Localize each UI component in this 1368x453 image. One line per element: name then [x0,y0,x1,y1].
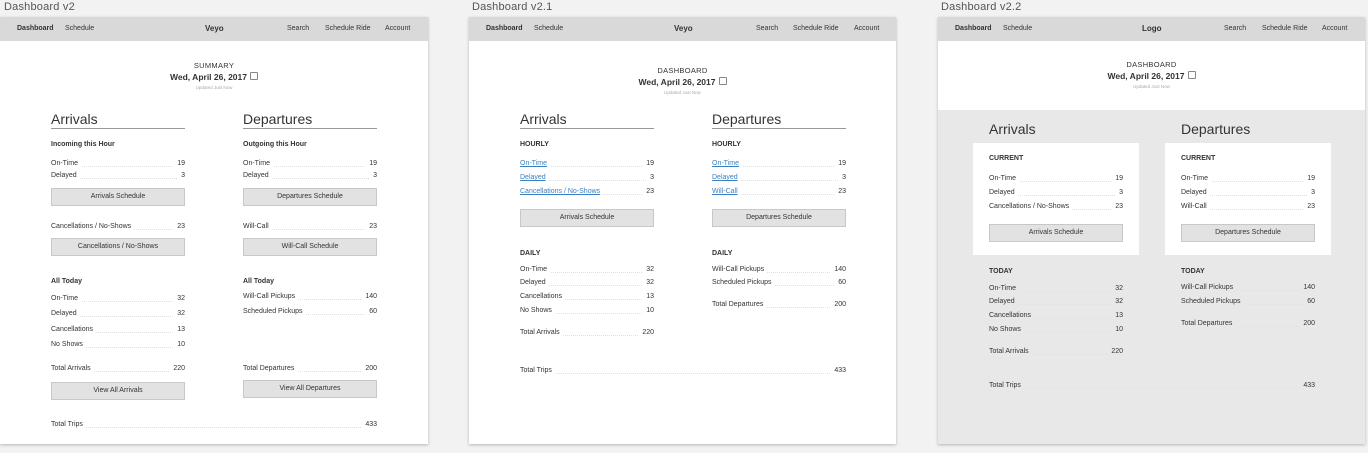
departures-schedule-button[interactable]: Departures Schedule [712,209,846,227]
departures-heading: Departures [712,111,782,127]
stat-row: Will-Call 23 [1181,203,1315,213]
nav-dashboard-link[interactable]: Dashboard [955,25,992,32]
view-all-arrivals-button[interactable]: View All Arrivals [51,382,185,400]
departures-schedule-button[interactable]: Departures Schedule [1181,224,1315,242]
stat-row: No Shows 10 [989,326,1123,336]
stat-row: No Shows 10 [51,341,185,351]
stat-row: Scheduled Pickups 60 [712,279,846,289]
stat-row: Cancellations 13 [989,312,1123,322]
nav-dashboard-link[interactable]: Dashboard [17,25,54,32]
divider [712,128,846,129]
departures-schedule-button[interactable]: Departures Schedule [243,188,377,206]
stat-row: No Shows 10 [520,307,654,317]
nav-bar [938,17,1365,41]
stat-row: On-Time 19 [243,160,377,170]
nav-search-link[interactable]: Search [1224,25,1247,32]
updated-label: Updated Just Now [1133,84,1170,89]
total-trips-row: Total Trips 433 [989,382,1315,392]
section-subheading: All Today [243,278,274,285]
stat-row: On-Time 32 [520,266,654,276]
arrivals-schedule-button[interactable]: Arrivals Schedule [520,209,654,227]
view-all-departures-button[interactable]: View All Departures [243,380,377,398]
artboard-label-v2: Dashboard v2 [4,1,75,13]
nav-bar [0,17,428,41]
total-arrivals-row: Total Arrivals 220 [51,365,185,375]
page-header [0,61,428,90]
nav-schedule-ride-link[interactable]: Schedule Ride [325,25,371,32]
calendar-icon[interactable] [1188,71,1196,79]
updated-label: Updated Just Now [195,85,233,90]
divider [243,128,377,129]
stat-row: Delayed 32 [989,298,1123,308]
stat-row: Delayed 3 [712,174,846,184]
section-subheading: DAILY [520,250,541,257]
nav-schedule-ride-link[interactable]: Schedule Ride [793,25,839,32]
nav-search-link[interactable]: Search [756,25,779,32]
stat-row: Delayed 3 [989,189,1123,199]
stat-row: Cancellations / No-Shows 23 [520,188,654,198]
stat-row: Cancellations / No-Shows 23 [51,223,185,233]
section-subheading: CURRENT [1181,155,1216,162]
section-subheading: Incoming this Hour [51,141,115,148]
stat-row: Will-Call Pickups 140 [1181,284,1315,294]
nav-dashboard-link[interactable]: Dashboard [486,25,523,32]
stat-row: Delayed 3 [1181,189,1315,199]
calendar-icon[interactable] [719,77,727,85]
section-subheading: CURRENT [989,155,1024,162]
page-header [469,66,896,95]
arrivals-heading: Arrivals [989,121,1036,137]
nav-schedule-link[interactable]: Schedule [65,25,95,32]
artboard-dashboard-v2 [0,17,428,444]
calendar-icon[interactable] [250,72,258,80]
arrivals-heading: Arrivals [520,111,567,127]
section-subheading: HOURLY [712,141,741,148]
stat-row: On-Time 19 [1181,175,1315,185]
artboard-dashboard-v2-1 [469,17,896,444]
nav-account-link[interactable]: Account [385,25,411,32]
page-header [938,60,1365,89]
stat-row: Will-Call 23 [712,188,846,198]
stat-row: Delayed 32 [51,310,185,320]
stat-row: Will-Call Pickups 140 [712,266,846,276]
section-subheading: Outgoing this Hour [243,141,307,148]
stat-row: On-Time 32 [51,295,185,305]
artboard-label-v2-2: Dashboard v2.2 [941,1,1022,13]
page-title: DASHBOARD [1126,60,1177,69]
stat-row: Cancellations / No-Shows 23 [989,203,1123,213]
total-arrivals-row: Total Arrivals 220 [989,348,1123,358]
arrivals-schedule-button[interactable]: Arrivals Schedule [51,188,185,206]
stat-row: Delayed 3 [243,172,377,182]
stat-row: Will-Call 23 [243,223,377,233]
artboard-label-v2-1: Dashboard v2.1 [472,1,553,13]
total-departures-row: Total Departures 200 [1181,320,1315,330]
stat-row: Scheduled Pickups 60 [1181,298,1315,308]
nav-bar [469,17,896,41]
departures-heading: Departures [243,111,313,127]
stat-row: Will-Call Pickups 140 [243,293,377,303]
stat-row: On-Time 19 [712,160,846,170]
will-call-schedule-button[interactable]: Will-Call Schedule [243,238,377,256]
total-departures-row: Total Departures 200 [712,301,846,311]
section-subheading: TODAY [1181,268,1205,275]
stat-row: Delayed 32 [520,279,654,289]
artboard-dashboard-v2-2 [938,17,1365,444]
brand-logo[interactable]: Veyo [674,24,693,33]
nav-search-link[interactable]: Search [287,25,310,32]
stat-row: Delayed 3 [520,174,654,184]
page-title: DASHBOARD [657,66,708,75]
arrivals-schedule-button[interactable]: Arrivals Schedule [989,224,1123,242]
divider [520,128,654,129]
nav-account-link[interactable]: Account [1322,25,1348,32]
brand-logo[interactable]: Logo [1142,24,1162,33]
section-subheading: All Today [51,278,82,285]
total-arrivals-row: Total Arrivals 220 [520,329,654,339]
divider [51,128,185,129]
date-label: Wed, April 26, 2017 [638,77,716,87]
nav-account-link[interactable]: Account [854,25,880,32]
arrivals-heading: Arrivals [51,111,98,127]
date-label: Wed, April 26, 2017 [1107,71,1185,81]
total-departures-row: Total Departures 200 [243,365,377,375]
date-label: Wed, April 26, 2017 [169,72,247,82]
stat-row: On-Time 19 [51,160,185,170]
page-title: SUMMARY [193,61,235,70]
stat-row: Delayed 3 [51,172,185,182]
nav-schedule-ride-link[interactable]: Schedule Ride [1262,25,1308,32]
stat-row: Cancellations 13 [520,293,654,303]
section-subheading: TODAY [989,268,1013,275]
stat-row: On-Time 19 [989,175,1123,185]
total-trips-row: Total Trips 433 [51,421,377,431]
nav-schedule-link[interactable]: Schedule [534,25,564,32]
section-subheading: HOURLY [520,141,549,148]
departures-heading: Departures [1181,121,1251,137]
stat-row: On-Time 19 [520,160,654,170]
stat-row: Cancellations 13 [51,326,185,336]
cancellations-button[interactable]: Cancellations / No-Shows [51,238,185,256]
brand-logo[interactable]: Veyo [205,24,224,33]
stat-row: On-Time 32 [989,285,1123,295]
section-subheading: DAILY [712,250,733,257]
updated-label: Updated Just Now [664,90,701,95]
nav-schedule-link[interactable]: Schedule [1003,25,1033,32]
stat-row: Scheduled Pickups 60 [243,308,377,318]
total-trips-row: Total Trips 433 [520,367,846,377]
